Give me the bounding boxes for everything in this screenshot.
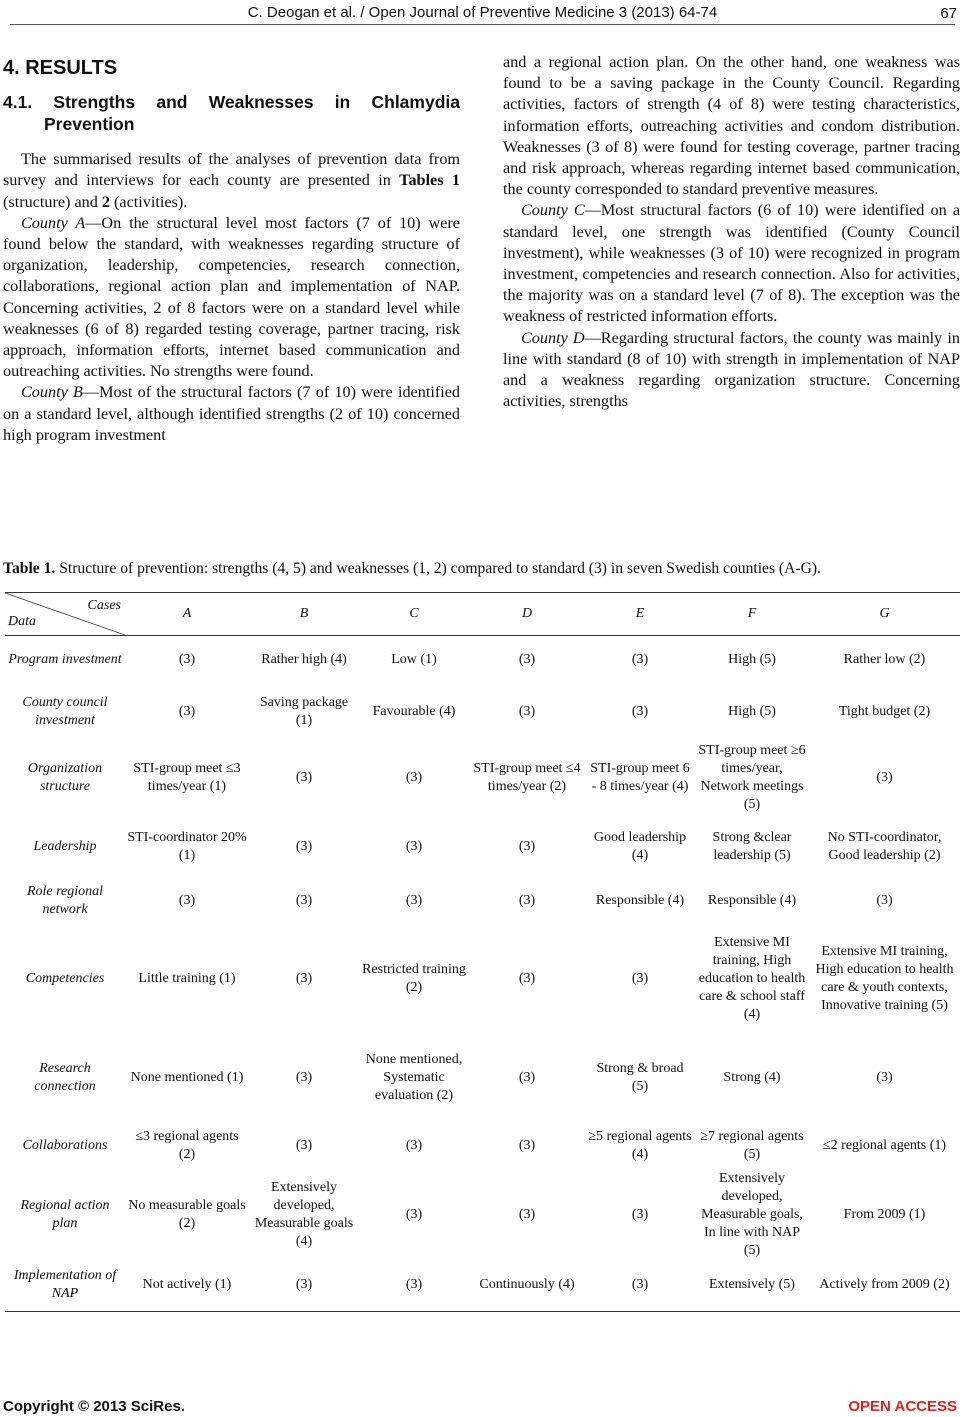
- table-row: [5, 816, 960, 878]
- table-row: [5, 1260, 960, 1312]
- table-cell: Restricted training (2): [362, 961, 466, 995]
- table-cell: (3): [631, 651, 649, 667]
- table-cell: (3): [405, 769, 423, 785]
- table-header-row: [5, 593, 960, 636]
- table-cell: Not actively (1): [142, 1277, 232, 1293]
- row-header: County council investment: [22, 694, 108, 728]
- table-ref: 2: [101, 192, 110, 211]
- copyright: Copyright © 2013 SciRes.: [3, 1398, 185, 1415]
- row-header: Research connection: [34, 1060, 96, 1094]
- table-cell: (3): [518, 970, 536, 986]
- paragraph-intro: [3, 149, 460, 213]
- table-cell: (3): [405, 1137, 423, 1153]
- row-header: Organization structure: [27, 760, 103, 794]
- table-cell: (3): [295, 1069, 313, 1085]
- table-cell: Tight budget (2): [838, 703, 931, 719]
- table-cell: (3): [178, 651, 196, 667]
- page-number: 67: [940, 5, 957, 22]
- table-cell: Strong (4): [723, 1069, 781, 1085]
- section-heading: 4. RESULTS: [3, 57, 118, 79]
- column-header: C: [409, 606, 419, 621]
- table-cell: (3): [295, 970, 313, 986]
- table-cell: Strong & broad (5): [596, 1060, 684, 1094]
- table-cell: High (5): [728, 651, 776, 667]
- table-cell: (3): [876, 892, 893, 908]
- table-cell: No STI-coordinator, Good leadership (2): [827, 829, 942, 863]
- column-header: B: [299, 606, 309, 621]
- page-header: [0, 0, 965, 24]
- table-cell: Rather high (4): [261, 651, 347, 667]
- caption-text: Structure of prevention: strengths (4, 5) and weaknesses (1, 2) compared to standard (3) in seven Swedish counties (A-G).: [55, 560, 821, 577]
- table-cell: (3): [876, 1069, 893, 1085]
- table-cell: (3): [631, 1277, 649, 1293]
- table-row: [5, 1034, 960, 1122]
- corner-data-label: Data: [8, 614, 36, 629]
- table-cell: (3): [295, 892, 313, 908]
- table-cell: (3): [178, 703, 196, 719]
- table-cell: ≤2 regional agents (1): [822, 1137, 947, 1153]
- table-row: [5, 878, 960, 924]
- caption-label: Table 1.: [3, 560, 56, 577]
- table-cell: Extensive MI training, High education to health care & youth contexts, Innovative training (5): [815, 943, 954, 1013]
- row-header: Implementation of NAP: [13, 1268, 117, 1302]
- table-cell: (3): [631, 703, 649, 719]
- table-cell: (3): [295, 769, 313, 785]
- table-cell: (3): [518, 651, 536, 667]
- table-cell: Continuously (4): [479, 1277, 575, 1293]
- table-row: [5, 924, 960, 1034]
- table-cell: No measurable goals (2): [128, 1197, 246, 1231]
- table-row: [5, 740, 960, 816]
- table-cell: Actively from 2009 (2): [819, 1277, 950, 1293]
- row-header: Collaborations: [22, 1137, 108, 1153]
- table-cell: Rather low (2): [843, 651, 926, 667]
- table-row: [5, 636, 960, 684]
- table-caption: [3, 560, 963, 578]
- table-row: [5, 1122, 960, 1170]
- subsection-heading: 4.1. Strengths and Weaknesses in Chlamydia Prevention: [3, 92, 460, 135]
- structure-table: [5, 592, 960, 1312]
- paragraph-text: —On the structural level most factors (7 of 10) were found below the standard, with weaknesses regarding structure of organization, leadership, competencies, research connection, collaborations, regional action plan and implementation of NAP. Concerning activities, 2 of 8 factors were on a standard level while weaknesses (6 of 8) regarded testing coverage, partner tracing, risk approach, information efforts, internet based communication and outreaching activities. No strengths were found.: [3, 213, 460, 381]
- text-span: (activities).: [109, 192, 188, 211]
- column-header: A: [182, 606, 192, 621]
- table-cell: (3): [405, 838, 423, 854]
- row-header: Role regional network: [26, 883, 104, 917]
- table-cell: Extensive MI training, High education to health care & school staff (4): [698, 934, 806, 1022]
- county-label: County B: [21, 383, 83, 402]
- paragraph-text: —Regarding structural factors, the county was mainly in line with standard (8 of 10) with strength in implementation of NAP and a weakness regarding organization structure. Concerning activities, strengths: [503, 328, 960, 411]
- table-cell: Extensively developed, Measurable goals (4): [254, 1179, 354, 1249]
- table-cell: STI-group meet ≤3 times/year (1): [133, 760, 241, 794]
- table-row: [5, 1170, 960, 1260]
- table-cell: (3): [405, 892, 423, 908]
- table-body: [5, 636, 960, 1312]
- table-cell: Responsible (4): [595, 892, 685, 908]
- row-header: Program investment: [8, 651, 122, 667]
- table-cell: Little training (1): [138, 970, 236, 986]
- table-cell: (3): [518, 838, 536, 854]
- table-cell: (3): [295, 838, 313, 854]
- table-cell: Responsible (4): [707, 892, 797, 908]
- table-cell: Extensively (5): [709, 1277, 795, 1293]
- table-cell: STI-group meet 6 - 8 times/year (4): [590, 760, 690, 794]
- column-header: E: [635, 606, 645, 621]
- table-cell: (3): [518, 703, 536, 719]
- row-header: Regional action plan: [20, 1197, 110, 1231]
- table-cell: (3): [631, 970, 649, 986]
- table-cell: Good leadership (4): [593, 829, 687, 863]
- table-row: [5, 684, 960, 740]
- county-label: County D: [521, 328, 585, 347]
- table-cell: (3): [518, 1069, 536, 1085]
- table-cell: Extensively developed, Measurable goals, In line with NAP (5): [701, 1170, 803, 1258]
- table-cell: (3): [876, 769, 893, 785]
- table-cell: (3): [631, 1206, 649, 1222]
- table-cell: (3): [518, 892, 536, 908]
- text-span: The summarised results of the analyses of prevention data from survey and interviews for each county are presented in: [3, 150, 460, 190]
- column-header: D: [521, 606, 533, 621]
- running-title: C. Deogan et al. / Open Journal of Preventive Medicine 3 (2013) 64-74: [247, 4, 718, 21]
- row-header: Leadership: [33, 838, 97, 854]
- table-cell: None mentioned (1): [130, 1069, 244, 1085]
- right-column: [503, 52, 960, 412]
- column-header: F: [747, 606, 757, 621]
- paragraph-text: —Most of the structural factors (7 of 10) were identified on a standard level, although identified strengths (2 of 10) concerned high program investment: [3, 383, 460, 444]
- corner-cases-label: Cases: [87, 598, 121, 613]
- open-access-label: OPEN ACCESS: [848, 1398, 957, 1415]
- table-cell: ≥5 regional agents (4): [588, 1128, 692, 1162]
- table-cell: STI-group meet ≤4 times/year (2): [473, 760, 581, 794]
- header-rule: [10, 24, 955, 25]
- table-cell: STI-coordinator 20% (1): [127, 829, 247, 863]
- table-cell: (3): [518, 1137, 536, 1153]
- table-cell: Strong &clear leadership (5): [712, 829, 792, 863]
- paragraph-county-a: [3, 213, 460, 383]
- table-ref: Tables 1: [399, 171, 460, 190]
- table-cell: ≤3 regional agents (2): [135, 1128, 239, 1162]
- table-cell: (3): [405, 1277, 423, 1293]
- text-span: (structure) and: [3, 192, 102, 211]
- row-header: Competencies: [25, 970, 105, 986]
- paragraph-county-b-cont: [503, 52, 960, 200]
- column-header: G: [879, 606, 890, 621]
- table-cell: ≥7 regional agents (5): [700, 1128, 804, 1162]
- table-cell: None mentioned, Systematic evaluation (2): [365, 1051, 463, 1103]
- table-cell: STI-group meet ≥6 times/year, Network meetings (5): [698, 742, 806, 812]
- table-cell: High (5): [728, 703, 776, 719]
- paragraph-text-continued: and a regional action plan. On the other hand, one weakness was found to be a saving package in the County Council. Regarding activities, factors of strength (4 of 8) were testing characteristics, information efforts, outreaching activities and condom distribution. Weaknesses (3 of 8) were found for testing coverage, partner tracing and risk approach, whereas regarding internet based communication, the county corresponded to standard preventive measures.: [503, 53, 960, 199]
- table-cell: Low (1): [391, 651, 437, 667]
- county-label: County A: [21, 213, 86, 232]
- corner-cell: [5, 593, 125, 636]
- paragraph-county-c: [503, 200, 960, 327]
- county-label: County C: [521, 201, 585, 220]
- paragraph-text: —Most structural factors (6 of 10) were identified on a standard level, one strength was identified (County Council investment), while weaknesses (3 of 10) were recognized in program investment, competencies and research connection. Also for activities, the majority was on a standard level (7 of 8). The exception was the weakness of restricted information efforts.: [503, 201, 960, 326]
- table-cell: (3): [295, 1277, 313, 1293]
- left-column: [3, 52, 460, 446]
- paragraph-county-d: [503, 328, 960, 413]
- table-cell: (3): [295, 1137, 313, 1153]
- table-cell: Favourable (4): [372, 703, 456, 719]
- table-cell: (3): [178, 892, 196, 908]
- table-cell: Saving package (1): [259, 694, 349, 728]
- paragraph-county-b: [3, 382, 460, 446]
- table-cell: From 2009 (1): [843, 1206, 926, 1222]
- table-cell: (3): [518, 1206, 536, 1222]
- table-cell: (3): [405, 1206, 423, 1222]
